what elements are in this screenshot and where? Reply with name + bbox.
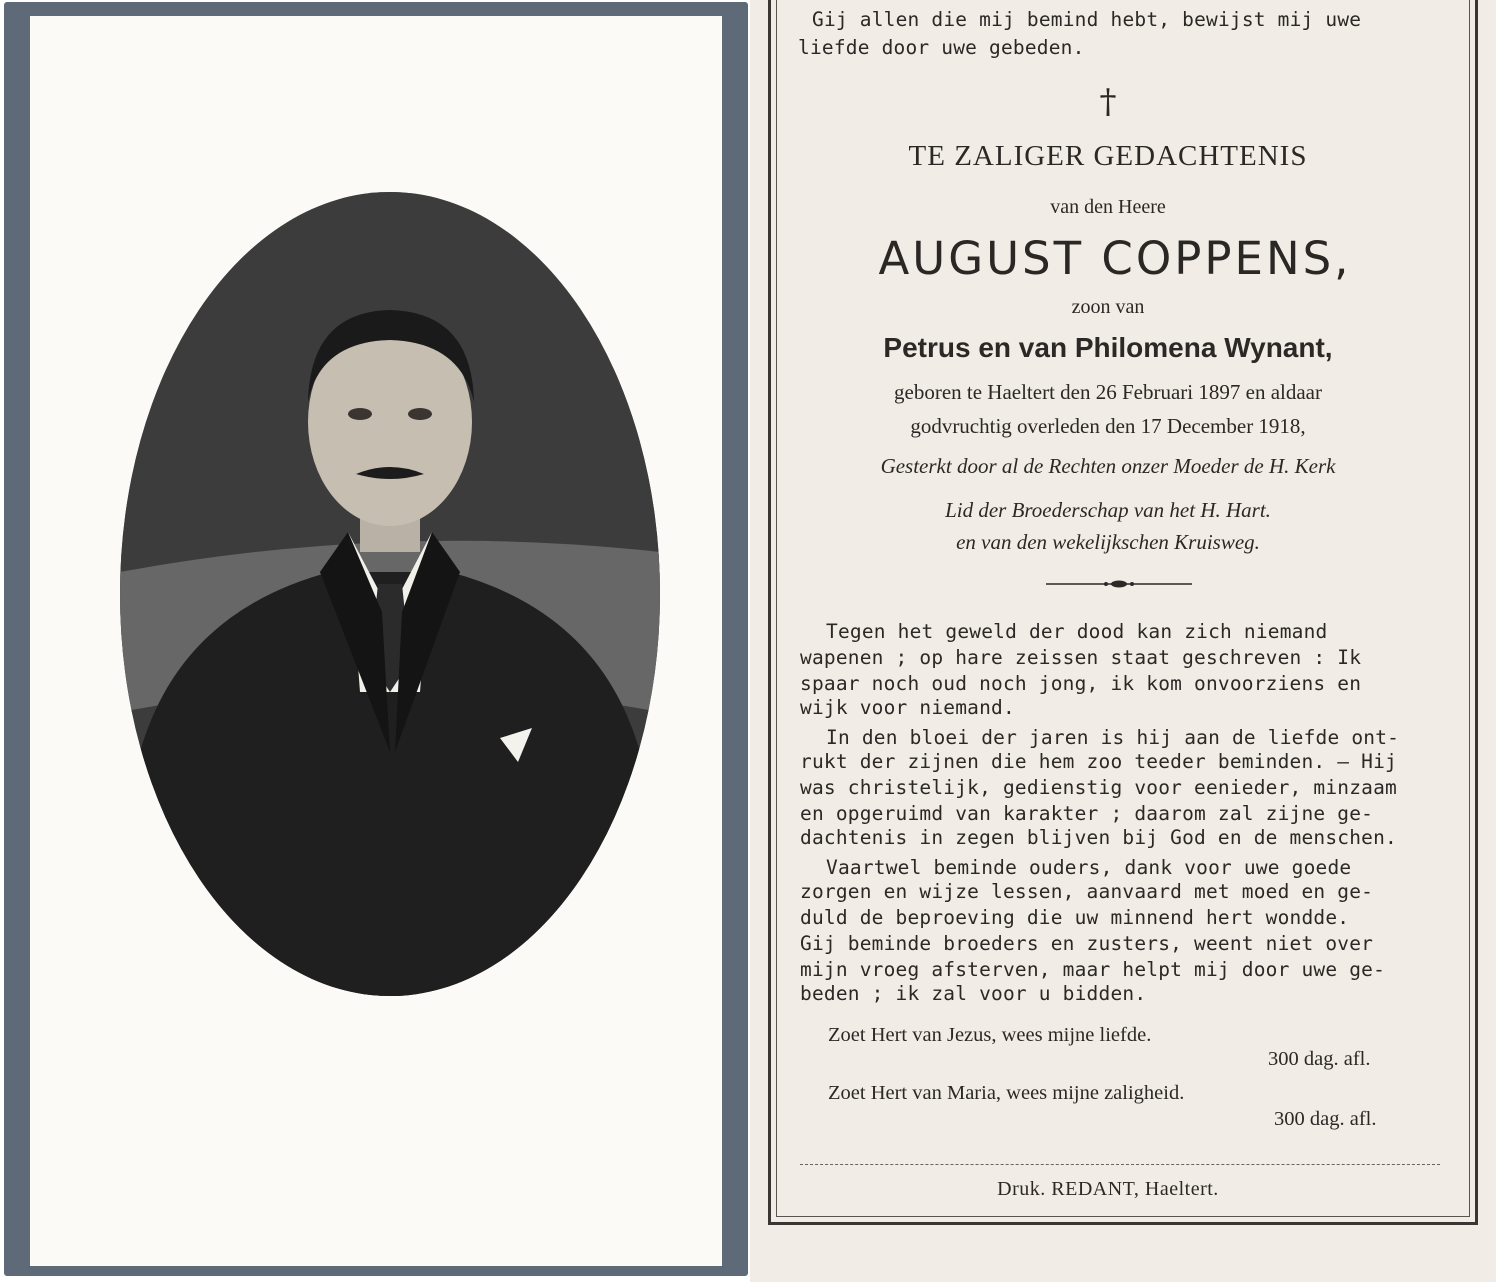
body-line: duld de beproeving die uw minnend hert wondde. <box>800 906 1350 929</box>
ornament-divider <box>1046 580 1192 588</box>
body-line: zorgen en wijze lessen, aanvaard met moed en ge- <box>800 880 1374 903</box>
portrait-figure <box>120 192 660 996</box>
photo-mount <box>30 16 722 1266</box>
body-line: rukt der zijnen die hem zoo teeder beminden. — Hij <box>800 750 1397 773</box>
zoon-van: zoon van <box>1071 296 1145 318</box>
van-den-heere: van den Heere <box>1050 196 1166 218</box>
portrait-photo <box>120 192 660 996</box>
italic-line-1: Gesterkt door al de Rechten onzer Moeder de H. Kerk <box>880 454 1336 478</box>
memorial-text-card <box>750 0 1496 1282</box>
deceased-name: AUGUST COPPENS, <box>878 232 1352 285</box>
body-line: In den bloei der jaren is hij aan de liefde ont- <box>826 726 1400 749</box>
body-line: dachtenis in zegen blijven bij God en de menschen. <box>800 826 1397 849</box>
body-line: mijn vroeg afsterven, maar helpt mij door uwe ge- <box>800 958 1386 981</box>
body-line: Tegen het geweld der dood kan zich niemand <box>826 620 1328 643</box>
body-line: was christelijk, gedienstig voor eenieder, minzaam <box>800 776 1397 799</box>
prayer-jezus: Zoet Hert van Jezus, wees mijne liefde. <box>828 1024 1152 1046</box>
indulgence-jezus: 300 dag. afl. <box>1268 1048 1371 1070</box>
body-line: wapenen ; op hare zeissen staat geschreven : Ik <box>800 646 1362 669</box>
body-line: spaar noch oud noch jong, ik kom onvoorziens en <box>800 672 1362 695</box>
italic-line-3: en van den wekelijkschen Kruisweg. <box>956 530 1260 554</box>
italic-line-2: Lid der Broederschap van het H. Hart. <box>945 498 1271 522</box>
body-line: wijk voor niemand. <box>800 696 1015 719</box>
body-line: en opgeruimd van karakter ; daarom zal zijne ge- <box>800 802 1374 825</box>
death-line: godvruchtig overleden den 17 December 1918, <box>910 414 1306 438</box>
heading: TE ZALIGER GEDACHTENIS <box>908 140 1308 172</box>
indulgence-maria: 300 dag. afl. <box>1274 1108 1377 1130</box>
cross-icon: † <box>1099 82 1117 122</box>
body-line: beden ; ik zal voor u bidden. <box>800 982 1147 1005</box>
printer-credit: Druk. REDANT, Haeltert. <box>997 1178 1219 1200</box>
body-line: Gij beminde broeders en zusters, weent niet over <box>800 932 1374 955</box>
prayer-maria: Zoet Hert van Maria, wees mijne zaligheid. <box>828 1082 1185 1104</box>
intro-line-1: Gij allen die mij bemind hebt, bewijst mij uwe <box>812 8 1362 31</box>
dashed-rule <box>800 1164 1440 1165</box>
intro-line-2: liefde door uwe gebeden. <box>798 36 1085 59</box>
parents-names: Petrus en van Philomena Wynant, <box>883 332 1333 363</box>
body-line: Vaartwel beminde ouders, dank voor uwe goede <box>826 856 1352 879</box>
photo-card <box>4 2 748 1276</box>
birth-line: geboren te Haeltert den 26 Februari 1897 en aldaar <box>894 380 1322 404</box>
